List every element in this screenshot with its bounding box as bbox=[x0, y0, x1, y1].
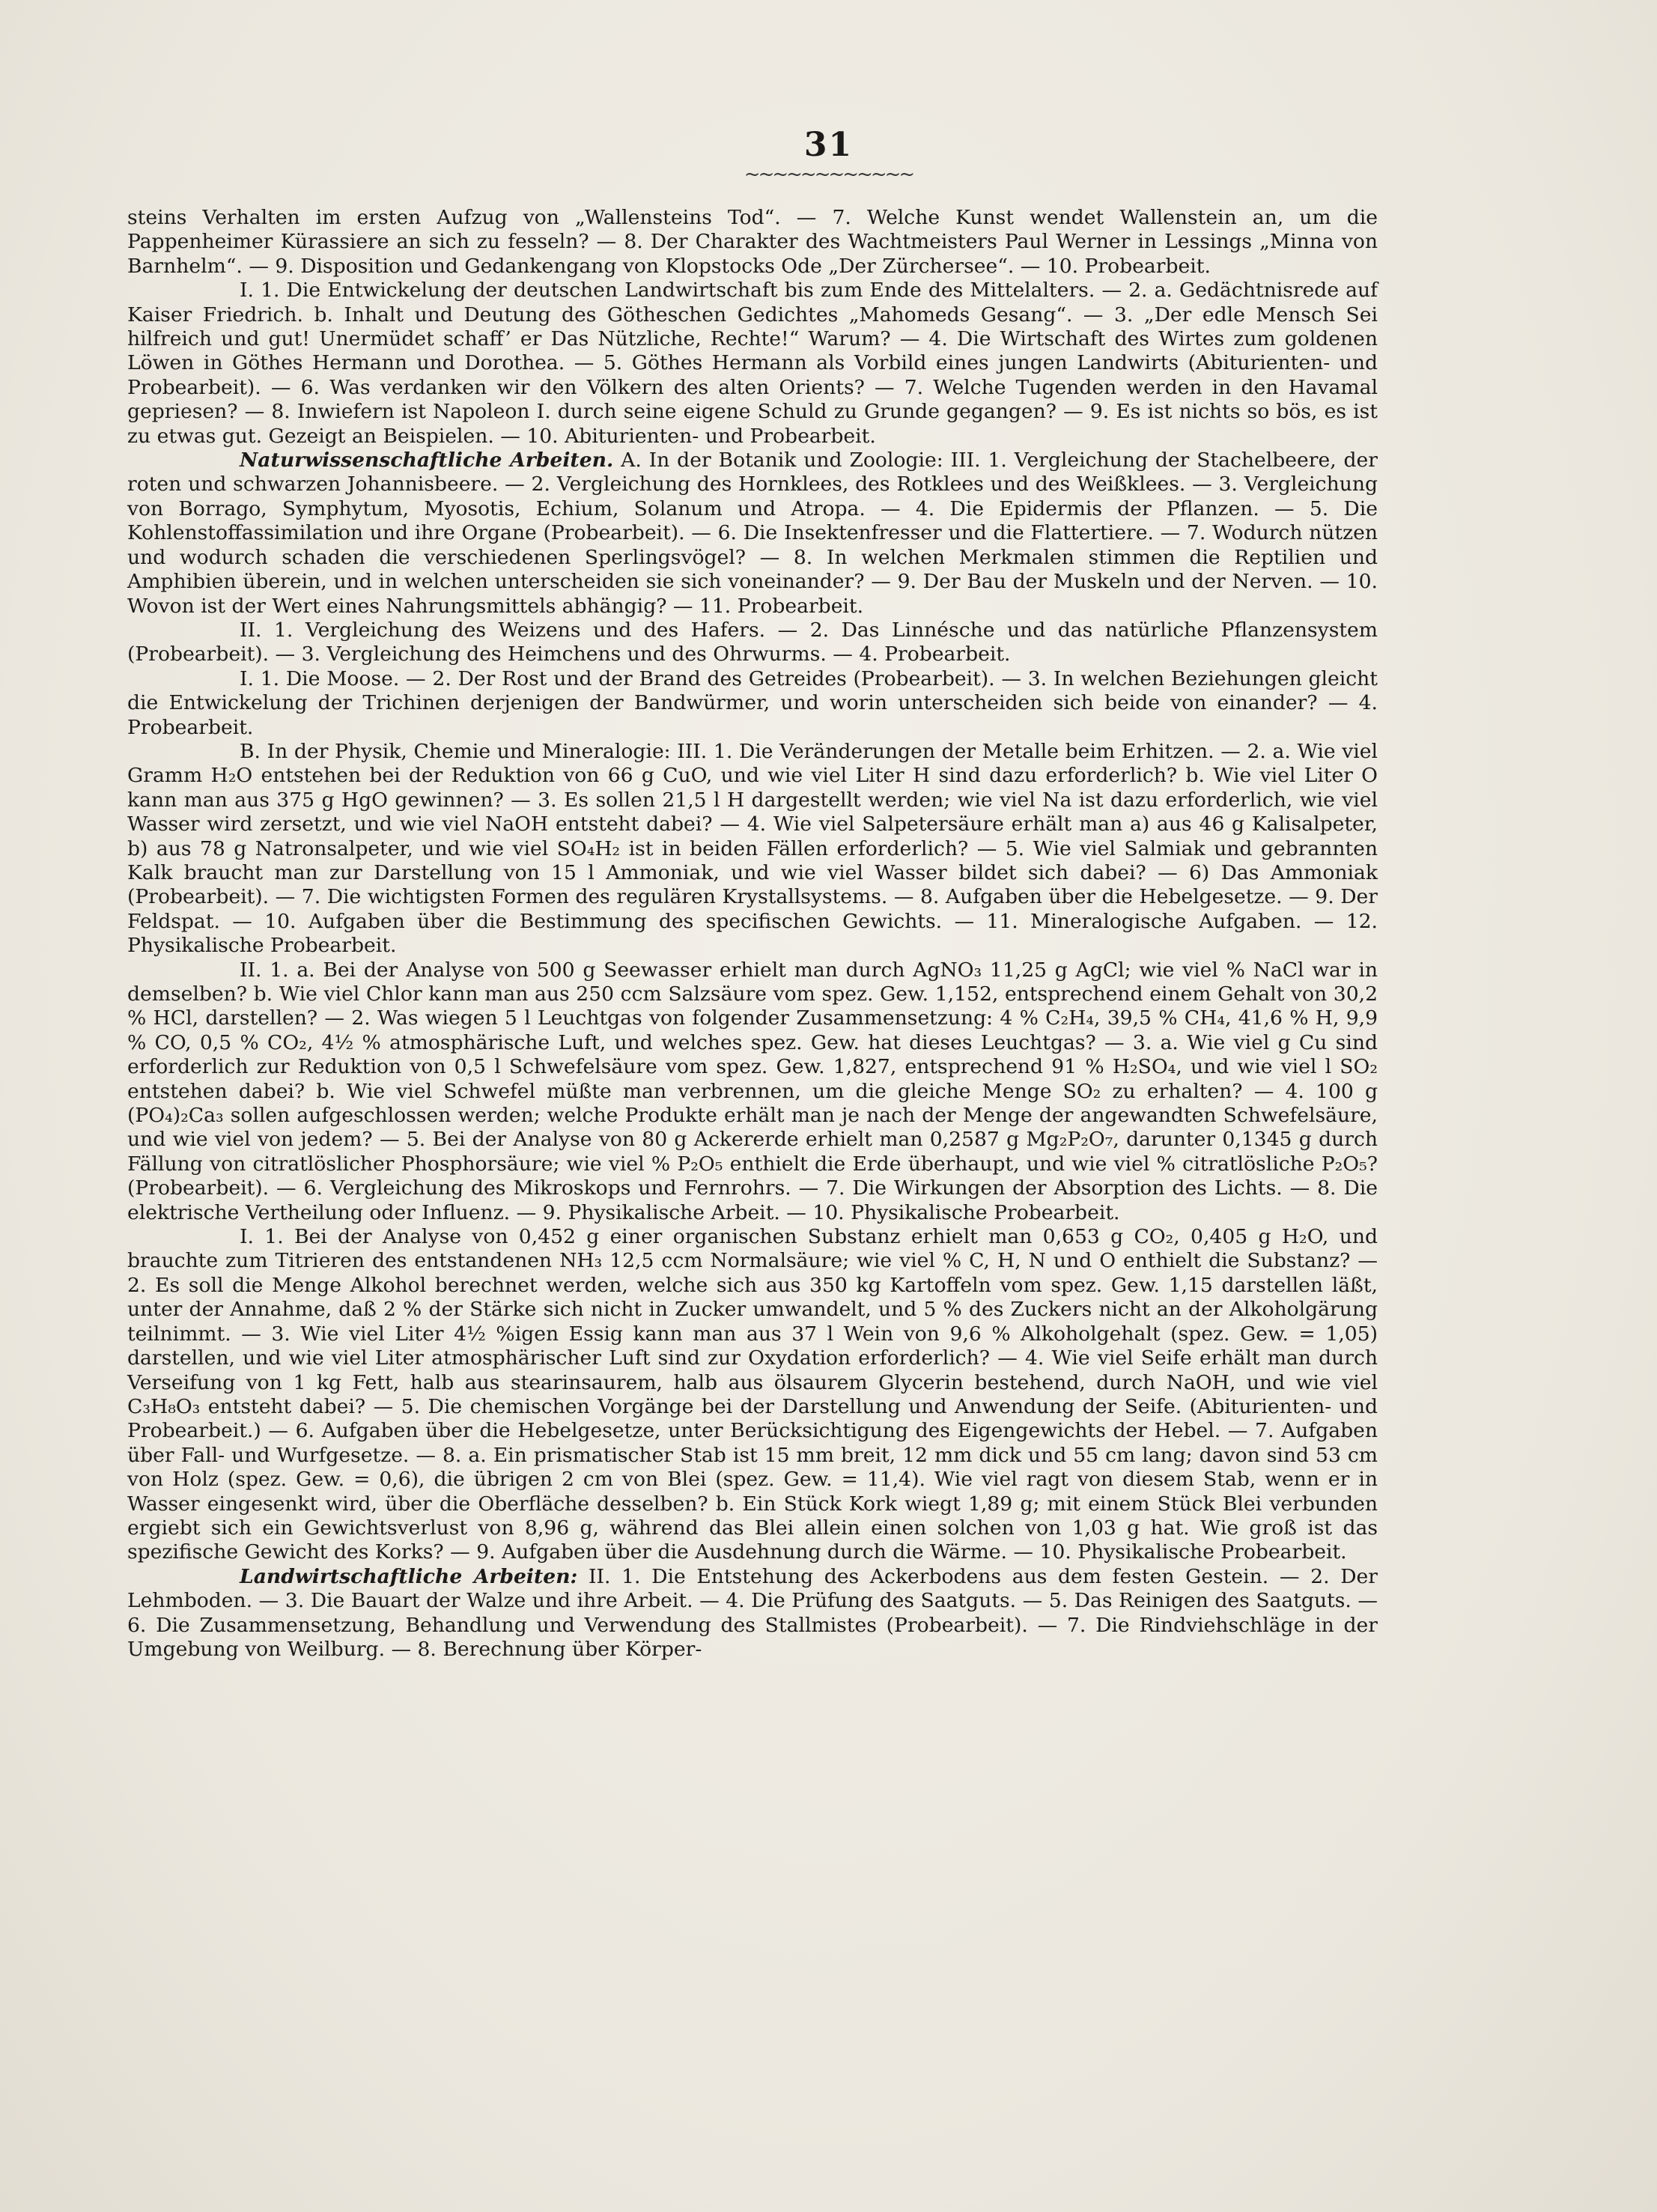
paragraph-natural-science-III bbox=[127, 449, 1378, 619]
paragraph-agriculture-II bbox=[127, 1565, 1378, 1662]
page-number: 31 bbox=[803, 126, 854, 164]
paragraph-text: II. 1. Die Entstehung des Ackerbodens aus dem festen Gestein. — 2. Der Lehmboden. — 3. Die Bauart der Walze und ihre Arbeit. — 4. Die Prüfung des Saatguts. — 5. Das Reinigen des Saatguts. — 6. Die Zusammensetzung, Behandlung und Verwendung des Stallmistes (Probearbeit). — 7. Die Rindviehschläge in der Umgebung von Weilburg. — 8. Berechnung über Körper- bbox=[127, 1564, 1378, 1661]
paragraph-physics-chemistry-I bbox=[127, 1225, 1378, 1565]
paragraph-text: I. 1. Bei der Analyse von 0,452 g einer organischen Substanz erhielt man 0,653 g CO₂, 0,405 g H₂O, und brauchte zum Titrieren des entstandenen NH₃ 12,5 ccm Normalsäure; wie viel % C, H, N und O enthielt die Substanz? — 2. Es soll die Menge Alkohol berechnet werden, welche sich aus 350 kg Kartoffeln vom spez. Gew. 1,15 darstellen läßt, unter der Annahme, daß 2 % der Stärke sich nicht in Zucker umwandelt, und 5 % des Zuckers nicht an der Alkoholgärung teilnimmt. — 3. Wie viel Liter 4½ %igen Essig kann man aus 37 l Wein von 9,6 % Alkoholgehalt (spez. Gew. = 1,05) darstellen, und wie viel Liter atmosphärischer Luft sind zur Oxydation erforderlich? — 4. Wie viel Seife erhält man durch Verseifung von 1 kg Fett, halb aus stearinsaurem, halb aus ölsaurem Glycerin bestehend, durch NaOH, und wie viel C₃H₈O₃ entsteht dabei? — 5. Die chemischen Vorgänge bei der Darstellung und Anwendung der Seife. (Abiturienten- und Probearbeit.) — 6. Aufgaben über die Hebelgesetze, unter Berücksichtigung des Eigengewichts der Hebel. — 7. Aufgaben über Fall- und Wurfgesetze. — 8. a. Ein prismatischer Stab ist 15 mm breit, 12 mm dick und 55 cm lang; davon sind 53 cm von Holz (spez. Gew. = 0,6), die übrigen 2 cm von Blei (spez. Gew. = 11,4). Wie viel ragt von diesem Stab, wenn er in Wasser eingesenkt wird, über die Oberfläche desselben? b. Ein Stück Kork wiegt 1,89 g; mit einem Stück Blei verbunden ergiebt sich ein Gewichtsverlust von 8,96 g, während das Blei allein einen solchen von 1,03 g hat. Wie groß ist das spezifische Gewicht des Korks? — 9. Aufgaben über die Ausdehnung durch die Wärme. — 10. Physikalische Probearbeit. bbox=[127, 1225, 1378, 1564]
paragraph-text: II. 1. a. Bei der Analyse von 500 g Seewasser erhielt man durch AgNO₃ 11,25 g AgCl; wie viel % NaCl war in demselben? b. Wie viel Chlor kann man aus 250 ccm Salzsäure vom spez. Gew. 1,152, entsprechend einem Gehalt von 30,2 % HCl, darstellen? — 2. Was wiegen 5 l Leuchtgas von folgender Zusammensetzung: 4 % C₂H₄, 39,5 % CH₄, 41,6 % H, 9,9 % CO, 0,5 % CO₂, 4½ % atmosphärische Luft, und welches spez. Gew. hat dieses Leuchtgas? — 3. a. Wie viel g Cu sind erforderlich zur Reduktion von 0,5 l Schwefelsäure vom spez. Gew. 1,827, entsprechend 91 % H₂SO₄, und wie viel l SO₂ entstehen dabei? b. Wie viel Schwefel müßte man verbrennen, um die gleiche Menge SO₂ zu erhalten? — 4. 100 g (PO₄)₂Ca₃ sollen aufgeschlossen werden; welche Produkte erhält man je nach der Menge der angewandten Schwefelsäure, und wie viel von jedem? — 5. Bei der Analyse von 80 g Ackererde erhielt man 0,2587 g Mg₂P₂O₇, darunter 0,1345 g durch Fällung von citratlöslicher Phosphorsäure; wie viel % P₂O₅ enthielt die Erde überhaupt, und wie viel % citratlösliche P₂O₅? (Probearbeit). — 6. Vergleichung des Mikroskops und Fernrohrs. — 7. Die Wirkungen der Absorption des Lichts. — 8. Die elektrische Vertheilung oder Influenz. — 9. Physikalische Arbeit. — 10. Physikalische Probearbeit. bbox=[127, 958, 1378, 1224]
paragraph-physics-chemistry-III bbox=[127, 740, 1378, 958]
paragraph-text: steins Verhalten im ersten Aufzug von „Wallensteins Tod“. — 7. Welche Kunst wendet Wallenstein an, um die Pappenheimer Kürassiere an sich zu fesseln? — 8. Der Charakter des Wachtmeisters Paul Werner in Lessings „Minna von Barnhelm“. — 9. Disposition und Gedankengang von Klopstocks Ode „Der Zürchersee“. — 10. Probearbeit. bbox=[127, 206, 1378, 278]
paragraph-text: I. 1. Die Moose. — 2. Der Rost und der Brand des Getreides (Probearbeit). — 3. In welchen Beziehungen gleicht die Entwickelung der Trichinen derjenigen der Bandwürmer, und worin unterscheiden sich beide von einander? — 4. Probearbeit. bbox=[127, 666, 1378, 739]
page-body bbox=[127, 206, 1378, 1662]
paragraph-text: A. In der Botanik und Zoologie: III. 1. Vergleichung der Stachelbeere, der roten und schwarzen Johannisbeere. — 2. Vergleichung des Hornklees, des Rotklees und des Weißklees. — 3. Vergleichung von Borrago, Symphytum, Myosotis, Echium, Solanum und Atropa. — 4. Die Epidermis der Pflanzen. — 5. Die Kohlenstoffassimilation und ihre Organe (Probearbeit). — 6. Die Insektenfresser und die Flattertiere. — 7. Wodurch nützen und wodurch schaden die verschiedenen Sperlingsvögel? — 8. In welchen Merkmalen stimmen die Reptilien und Amphibien überein, und in welchen unterscheiden sie sich voneinander? — 9. Der Bau der Muskeln und der Nerven. — 10. Wovon ist der Wert eines Nahrungsmittels abhängig? — 11. Probearbeit. bbox=[127, 449, 1378, 618]
paragraph-botany-II bbox=[127, 619, 1378, 667]
section-heading-agriculture: Landwirtschaftliche Arbeiten: bbox=[240, 1564, 578, 1588]
page-number-ornament: ~~~~~~~~~~~~ bbox=[744, 163, 913, 186]
paragraph-physics-chemistry-II bbox=[127, 958, 1378, 1225]
paragraph-text: II. 1. Vergleichung des Weizens und des Hafers. — 2. Das Linnésche und das natürliche Pflanzensystem (Probearbeit). — 3. Vergleichung des Heimchens und des Ohrwurms. — 4. Probearbeit. bbox=[127, 618, 1378, 666]
section-heading-natural-science: Naturwissenschaftliche Arbeiten. bbox=[240, 449, 614, 473]
paragraph-wallenstein-continuation bbox=[127, 206, 1378, 279]
paragraph-text: I. 1. Die Entwickelung der deutschen Landwirtschaft bis zum Ende des Mittelalters. — 2. a. Gedächtnisrede auf Kaiser Friedrich. b. Inhalt und Deutung des Götheschen Gedichtes „Mahomeds Gesang“. — 3. „Der edle Mensch Sei hilfreich und gut! Unermüdet schaff’ er Das Nützliche, Rechte!“ Warum? — 4. Die Wirtschaft des Wirtes zum goldenen Löwen in Göthes Hermann und Dorothea. — 5. Göthes Hermann als Vorbild eines jungen Landwirts (Abiturienten- und Probearbeit). — 6. Was verdanken wir den Völkern des alten Orients? — 7. Welche Tugenden werden in den Havamal gepriesen? — 8. Inwiefern ist Napoleon I. durch seine eigene Schuld zu Grunde gegangen? — 9. Es ist nichts so bös, es ist zu etwas gut. Gezeigt an Beispielen. — 10. Abiturienten- und Probearbeit. bbox=[127, 279, 1378, 448]
paragraph-text: B. In der Physik, Chemie und Mineralogie: III. 1. Die Veränderungen der Metalle beim Erhitzen. — 2. a. Wie viel Gramm H₂O entstehen bei der Reduktion von 66 g CuO, und wie viel Liter H sind dazu erforderlich? b. Wie viel Liter O kann man aus 375 g HgO gewinnen? — 3. Es sollen 21,5 l H dargestellt werden; wie viel Na ist dazu erforderlich, wie viel Wasser wird zersetzt, und wie viel NaOH entsteht dabei? — 4. Wie viel Salpetersäure erhält man a) aus 46 g Kalisalpeter, b) aus 78 g Natronsalpeter, und wie viel SO₄H₂ ist in beiden Fällen erforderlich? — 5. Wie viel Salmiak und gebrannten Kalk braucht man zur Darstellung von 15 l Ammoniak, und wie viel Wasser bildet sich dabei? — 6) Das Ammoniak (Probearbeit). — 7. Die wichtigsten Formen des regulären Krystallsystems. — 8. Aufgaben über die Hebelgesetze. — 9. Der Feldspat. — 10. Aufgaben über die Bestimmung des specifischen Gewichts. — 11. Mineralogische Aufgaben. — 12. Physikalische Probearbeit. bbox=[127, 739, 1378, 958]
paragraph-botany-I bbox=[127, 667, 1378, 740]
paragraph-german-topics-I bbox=[127, 279, 1378, 449]
